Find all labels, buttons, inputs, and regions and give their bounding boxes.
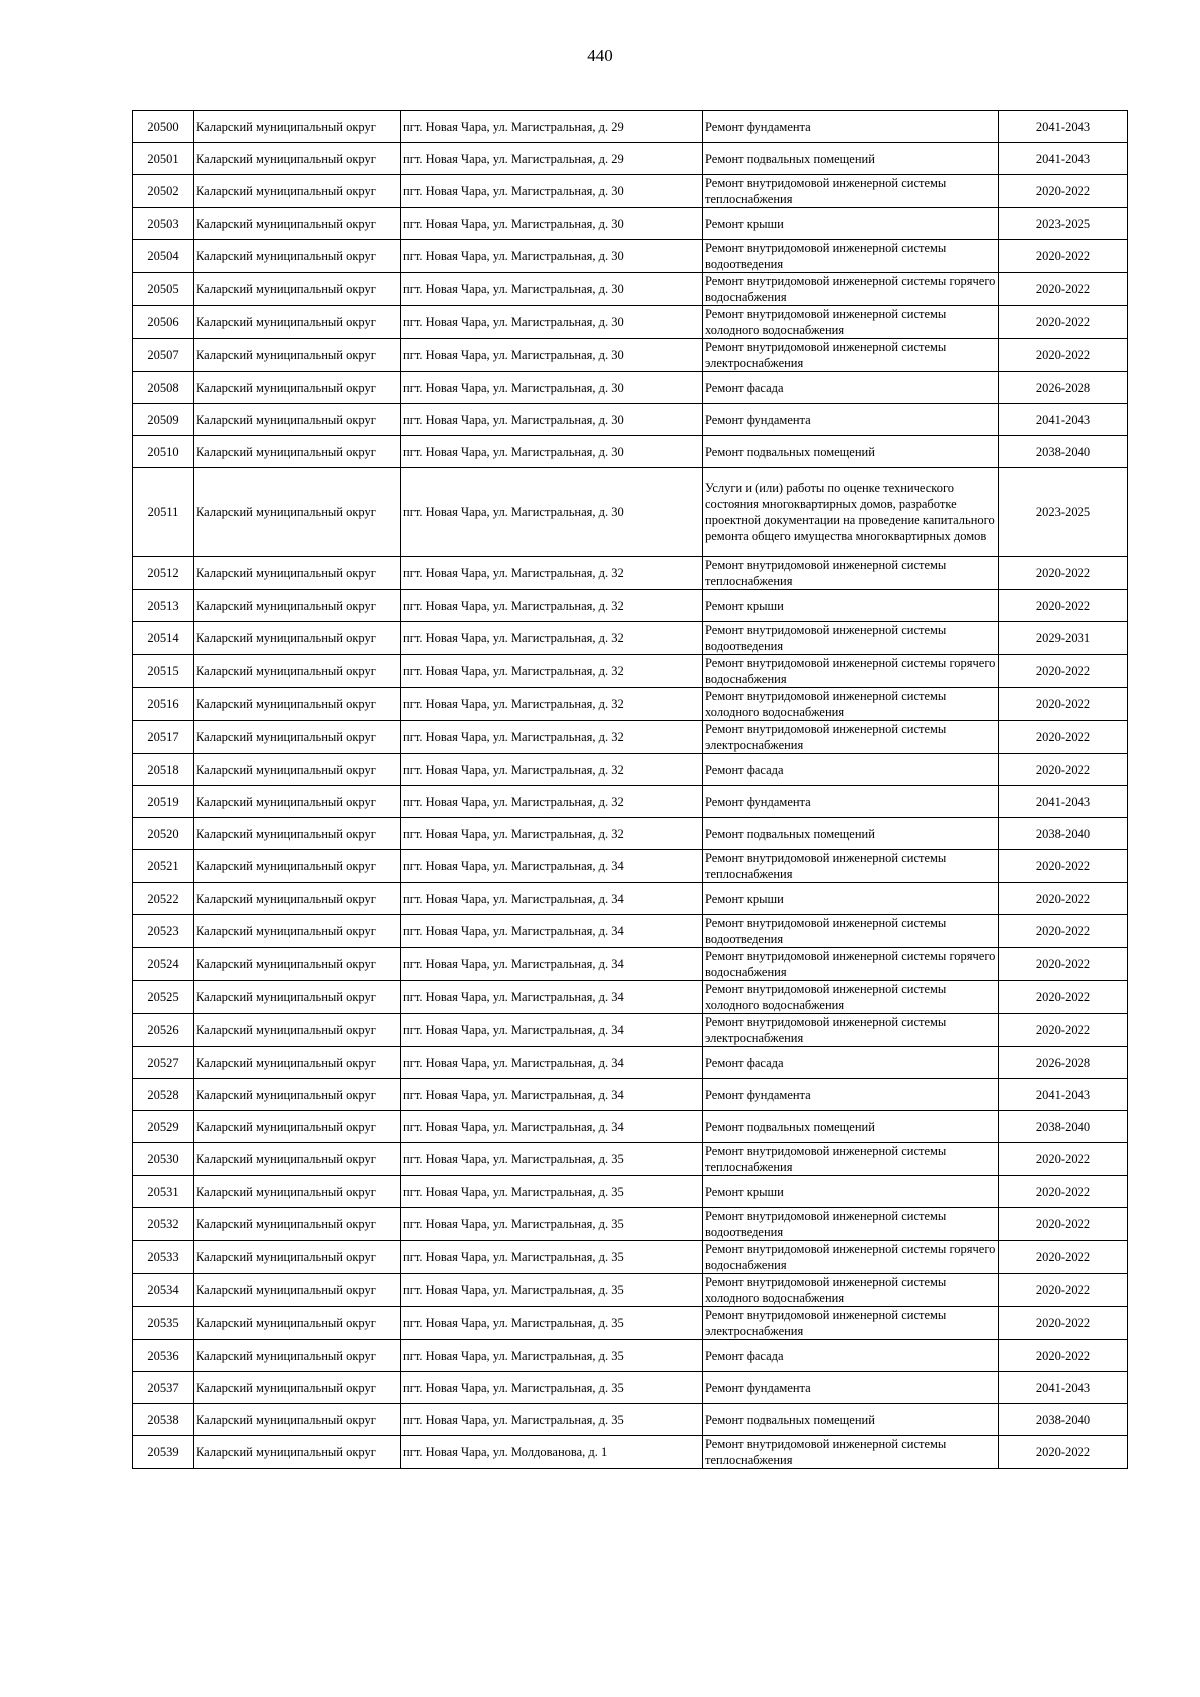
row-district: Каларский муниципальный округ (194, 915, 401, 948)
row-number: 20515 (133, 655, 194, 688)
row-address: пгт. Новая Чара, ул. Магистральная, д. 29 (401, 111, 703, 143)
row-district: Каларский муниципальный округ (194, 111, 401, 143)
row-district: Каларский муниципальный округ (194, 436, 401, 468)
row-work-type: Ремонт подвальных помещений (703, 436, 999, 468)
row-period: 2020-2022 (999, 1340, 1128, 1372)
row-period: 2020-2022 (999, 1208, 1128, 1241)
row-address: пгт. Новая Чара, ул. Магистральная, д. 30 (401, 273, 703, 306)
row-number: 20501 (133, 143, 194, 175)
row-work-type: Ремонт внутридомовой инженерной системы теплоснабжения (703, 850, 999, 883)
row-district: Каларский муниципальный округ (194, 557, 401, 590)
row-address: пгт. Новая Чара, ул. Магистральная, д. 35 (401, 1143, 703, 1176)
row-district: Каларский муниципальный округ (194, 721, 401, 754)
row-address: пгт. Новая Чара, ул. Магистральная, д. 35 (401, 1274, 703, 1307)
row-number: 20509 (133, 404, 194, 436)
row-work-type: Ремонт внутридомовой инженерной системы водоотведения (703, 1208, 999, 1241)
row-work-type: Услуги и (или) работы по оценке технического состояния многоквартирных домов, разработке проектной документации на проведение капитального ремонта общего имущества многоквартирных домов (703, 468, 999, 557)
row-work-type: Ремонт фасада (703, 1047, 999, 1079)
row-district: Каларский муниципальный округ (194, 208, 401, 240)
table-row (133, 981, 1128, 1014)
row-address: пгт. Новая Чара, ул. Молдованова, д. 1 (401, 1436, 703, 1469)
row-number: 20510 (133, 436, 194, 468)
table-row (133, 208, 1128, 240)
row-period: 2020-2022 (999, 1176, 1128, 1208)
table-row (133, 436, 1128, 468)
row-period: 2020-2022 (999, 1014, 1128, 1047)
row-number: 20528 (133, 1079, 194, 1111)
row-number: 20530 (133, 1143, 194, 1176)
row-work-type: Ремонт подвальных помещений (703, 818, 999, 850)
table-row (133, 404, 1128, 436)
row-work-type: Ремонт внутридомовой инженерной системы электроснабжения (703, 1307, 999, 1340)
row-address: пгт. Новая Чара, ул. Магистральная, д. 34 (401, 981, 703, 1014)
row-number: 20539 (133, 1436, 194, 1469)
row-period: 2020-2022 (999, 688, 1128, 721)
row-work-type: Ремонт внутридомовой инженерной системы водоотведения (703, 915, 999, 948)
row-district: Каларский муниципальный округ (194, 948, 401, 981)
table-row (133, 468, 1128, 557)
table-row (133, 1014, 1128, 1047)
row-work-type: Ремонт подвальных помещений (703, 1111, 999, 1143)
row-address: пгт. Новая Чара, ул. Магистральная, д. 32 (401, 721, 703, 754)
table-row (133, 372, 1128, 404)
table-row (133, 1079, 1128, 1111)
row-district: Каларский муниципальный округ (194, 590, 401, 622)
row-number: 20537 (133, 1372, 194, 1404)
row-work-type: Ремонт крыши (703, 208, 999, 240)
row-address: пгт. Новая Чара, ул. Магистральная, д. 30 (401, 306, 703, 339)
row-number: 20523 (133, 915, 194, 948)
page-number: 440 (587, 46, 613, 65)
row-period: 2041-2043 (999, 786, 1128, 818)
row-period: 2020-2022 (999, 339, 1128, 372)
row-address: пгт. Новая Чара, ул. Магистральная, д. 35 (401, 1176, 703, 1208)
row-work-type: Ремонт внутридомовой инженерной системы холодного водоснабжения (703, 306, 999, 339)
row-number: 20504 (133, 240, 194, 273)
table-row (133, 1143, 1128, 1176)
row-number: 20531 (133, 1176, 194, 1208)
row-district: Каларский муниципальный округ (194, 754, 401, 786)
row-address: пгт. Новая Чара, ул. Магистральная, д. 32 (401, 557, 703, 590)
row-work-type: Ремонт фундамента (703, 1372, 999, 1404)
row-number: 20517 (133, 721, 194, 754)
row-work-type: Ремонт фасада (703, 754, 999, 786)
row-work-type: Ремонт внутридомовой инженерной системы водоотведения (703, 622, 999, 655)
row-work-type: Ремонт внутридомовой инженерной системы электроснабжения (703, 721, 999, 754)
row-district: Каларский муниципальный округ (194, 372, 401, 404)
row-work-type: Ремонт внутридомовой инженерной системы водоотведения (703, 240, 999, 273)
row-period: 2020-2022 (999, 306, 1128, 339)
row-address: пгт. Новая Чара, ул. Магистральная, д. 30 (401, 404, 703, 436)
row-district: Каларский муниципальный округ (194, 818, 401, 850)
row-district: Каларский муниципальный округ (194, 1404, 401, 1436)
row-period: 2041-2043 (999, 111, 1128, 143)
row-district: Каларский муниципальный округ (194, 655, 401, 688)
row-number: 20534 (133, 1274, 194, 1307)
row-address: пгт. Новая Чара, ул. Магистральная, д. 35 (401, 1404, 703, 1436)
row-work-type: Ремонт внутридомовой инженерной системы горячего водоснабжения (703, 273, 999, 306)
row-address: пгт. Новая Чара, ул. Магистральная, д. 35 (401, 1241, 703, 1274)
row-number: 20520 (133, 818, 194, 850)
table-row (133, 786, 1128, 818)
row-period: 2041-2043 (999, 1372, 1128, 1404)
row-number: 20532 (133, 1208, 194, 1241)
row-district: Каларский муниципальный округ (194, 175, 401, 208)
row-district: Каларский муниципальный округ (194, 883, 401, 915)
table-row (133, 111, 1128, 143)
row-district: Каларский муниципальный округ (194, 1372, 401, 1404)
row-district: Каларский муниципальный округ (194, 1307, 401, 1340)
table-row (133, 273, 1128, 306)
table-row (133, 240, 1128, 273)
table-row (133, 557, 1128, 590)
row-period: 2026-2028 (999, 372, 1128, 404)
row-period: 2020-2022 (999, 1143, 1128, 1176)
row-address: пгт. Новая Чара, ул. Магистральная, д. 30 (401, 372, 703, 404)
row-period: 2020-2022 (999, 1307, 1128, 1340)
row-number: 20511 (133, 468, 194, 557)
row-number: 20514 (133, 622, 194, 655)
table-row (133, 1436, 1128, 1469)
row-district: Каларский муниципальный округ (194, 1436, 401, 1469)
row-period: 2038-2040 (999, 818, 1128, 850)
row-address: пгт. Новая Чара, ул. Магистральная, д. 32 (401, 590, 703, 622)
row-district: Каларский муниципальный округ (194, 273, 401, 306)
row-address: пгт. Новая Чара, ул. Магистральная, д. 34 (401, 850, 703, 883)
row-work-type: Ремонт внутридомовой инженерной системы теплоснабжения (703, 175, 999, 208)
table-body (133, 111, 1128, 1469)
table-row (133, 1241, 1128, 1274)
table-row (133, 622, 1128, 655)
row-district: Каларский муниципальный округ (194, 1111, 401, 1143)
row-address: пгт. Новая Чара, ул. Магистральная, д. 30 (401, 208, 703, 240)
row-period: 2041-2043 (999, 1079, 1128, 1111)
table-row (133, 850, 1128, 883)
table-row (133, 883, 1128, 915)
row-work-type: Ремонт фундамента (703, 404, 999, 436)
row-number: 20525 (133, 981, 194, 1014)
row-address: пгт. Новая Чара, ул. Магистральная, д. 32 (401, 688, 703, 721)
row-district: Каларский муниципальный округ (194, 468, 401, 557)
row-address: пгт. Новая Чара, ул. Магистральная, д. 30 (401, 436, 703, 468)
row-number: 20508 (133, 372, 194, 404)
row-district: Каларский муниципальный округ (194, 1274, 401, 1307)
row-number: 20521 (133, 850, 194, 883)
row-address: пгт. Новая Чара, ул. Магистральная, д. 35 (401, 1307, 703, 1340)
row-district: Каларский муниципальный округ (194, 622, 401, 655)
row-number: 20527 (133, 1047, 194, 1079)
table-row (133, 1111, 1128, 1143)
row-address: пгт. Новая Чара, ул. Магистральная, д. 35 (401, 1340, 703, 1372)
row-number: 20526 (133, 1014, 194, 1047)
row-work-type: Ремонт фундамента (703, 1079, 999, 1111)
row-address: пгт. Новая Чара, ул. Магистральная, д. 34 (401, 1079, 703, 1111)
row-address: пгт. Новая Чара, ул. Магистральная, д. 30 (401, 175, 703, 208)
row-district: Каларский муниципальный округ (194, 1014, 401, 1047)
row-number: 20507 (133, 339, 194, 372)
row-period: 2020-2022 (999, 655, 1128, 688)
row-number: 20512 (133, 557, 194, 590)
row-district: Каларский муниципальный округ (194, 688, 401, 721)
row-address: пгт. Новая Чара, ул. Магистральная, д. 32 (401, 622, 703, 655)
row-district: Каларский муниципальный округ (194, 339, 401, 372)
table-row (133, 306, 1128, 339)
row-work-type: Ремонт внутридомовой инженерной системы электроснабжения (703, 339, 999, 372)
row-work-type: Ремонт внутридомовой инженерной системы теплоснабжения (703, 557, 999, 590)
row-address: пгт. Новая Чара, ул. Магистральная, д. 29 (401, 143, 703, 175)
table-row (133, 175, 1128, 208)
table-row (133, 754, 1128, 786)
row-address: пгт. Новая Чара, ул. Магистральная, д. 34 (401, 948, 703, 981)
table-row (133, 590, 1128, 622)
row-period: 2041-2043 (999, 143, 1128, 175)
table-row (133, 1404, 1128, 1436)
row-period: 2038-2040 (999, 1111, 1128, 1143)
row-number: 20529 (133, 1111, 194, 1143)
row-number: 20502 (133, 175, 194, 208)
row-district: Каларский муниципальный округ (194, 1340, 401, 1372)
row-address: пгт. Новая Чара, ул. Магистральная, д. 32 (401, 655, 703, 688)
row-number: 20538 (133, 1404, 194, 1436)
row-work-type: Ремонт фасада (703, 1340, 999, 1372)
row-address: пгт. Новая Чара, ул. Магистральная, д. 32 (401, 818, 703, 850)
row-work-type: Ремонт внутридомовой инженерной системы теплоснабжения (703, 1436, 999, 1469)
table-row (133, 721, 1128, 754)
row-work-type: Ремонт внутридомовой инженерной системы теплоснабжения (703, 1143, 999, 1176)
table-row (133, 143, 1128, 175)
row-period: 2020-2022 (999, 754, 1128, 786)
row-work-type: Ремонт крыши (703, 1176, 999, 1208)
row-work-type: Ремонт фасада (703, 372, 999, 404)
row-period: 2038-2040 (999, 1404, 1128, 1436)
row-work-type: Ремонт внутридомовой инженерной системы холодного водоснабжения (703, 1274, 999, 1307)
row-number: 20535 (133, 1307, 194, 1340)
row-address: пгт. Новая Чара, ул. Магистральная, д. 30 (401, 468, 703, 557)
row-work-type: Ремонт фундамента (703, 786, 999, 818)
row-district: Каларский муниципальный округ (194, 1143, 401, 1176)
row-address: пгт. Новая Чара, ул. Магистральная, д. 34 (401, 883, 703, 915)
row-district: Каларский муниципальный округ (194, 981, 401, 1014)
row-period: 2026-2028 (999, 1047, 1128, 1079)
row-work-type: Ремонт внутридомовой инженерной системы горячего водоснабжения (703, 948, 999, 981)
row-period: 2023-2025 (999, 468, 1128, 557)
row-number: 20533 (133, 1241, 194, 1274)
table-row (133, 1274, 1128, 1307)
row-period: 2020-2022 (999, 557, 1128, 590)
row-period: 2020-2022 (999, 1436, 1128, 1469)
row-district: Каларский муниципальный округ (194, 1176, 401, 1208)
row-number: 20513 (133, 590, 194, 622)
row-period: 2020-2022 (999, 981, 1128, 1014)
row-address: пгт. Новая Чара, ул. Магистральная, д. 34 (401, 915, 703, 948)
row-number: 20516 (133, 688, 194, 721)
row-period: 2020-2022 (999, 175, 1128, 208)
row-period: 2029-2031 (999, 622, 1128, 655)
row-address: пгт. Новая Чара, ул. Магистральная, д. 35 (401, 1372, 703, 1404)
table-row (133, 1372, 1128, 1404)
row-number: 20519 (133, 786, 194, 818)
row-district: Каларский муниципальный округ (194, 306, 401, 339)
row-period: 2020-2022 (999, 273, 1128, 306)
row-number: 20536 (133, 1340, 194, 1372)
table-row (133, 948, 1128, 981)
row-work-type: Ремонт внутридомовой инженерной системы горячего водоснабжения (703, 1241, 999, 1274)
row-district: Каларский муниципальный округ (194, 850, 401, 883)
row-district: Каларский муниципальный округ (194, 240, 401, 273)
row-address: пгт. Новая Чара, ул. Магистральная, д. 30 (401, 240, 703, 273)
row-number: 20500 (133, 111, 194, 143)
row-work-type: Ремонт подвальных помещений (703, 1404, 999, 1436)
table-row (133, 818, 1128, 850)
row-period: 2020-2022 (999, 915, 1128, 948)
row-district: Каларский муниципальный округ (194, 404, 401, 436)
row-work-type: Ремонт внутридомовой инженерной системы холодного водоснабжения (703, 981, 999, 1014)
row-period: 2020-2022 (999, 850, 1128, 883)
row-work-type: Ремонт крыши (703, 590, 999, 622)
row-district: Каларский муниципальный округ (194, 1241, 401, 1274)
row-address: пгт. Новая Чара, ул. Магистральная, д. 35 (401, 1208, 703, 1241)
capital-repair-table (132, 110, 1128, 1469)
row-district: Каларский муниципальный округ (194, 1047, 401, 1079)
table-row (133, 1208, 1128, 1241)
row-period: 2020-2022 (999, 948, 1128, 981)
row-address: пгт. Новая Чара, ул. Магистральная, д. 34 (401, 1014, 703, 1047)
row-address: пгт. Новая Чара, ул. Магистральная, д. 30 (401, 339, 703, 372)
row-district: Каларский муниципальный округ (194, 1079, 401, 1111)
row-work-type: Ремонт фундамента (703, 111, 999, 143)
table-row (133, 339, 1128, 372)
table-row (133, 1307, 1128, 1340)
row-period: 2041-2043 (999, 404, 1128, 436)
row-number: 20506 (133, 306, 194, 339)
table-row (133, 688, 1128, 721)
row-number: 20522 (133, 883, 194, 915)
row-period: 2020-2022 (999, 240, 1128, 273)
row-work-type: Ремонт внутридомовой инженерной системы горячего водоснабжения (703, 655, 999, 688)
row-address: пгт. Новая Чара, ул. Магистральная, д. 32 (401, 754, 703, 786)
row-address: пгт. Новая Чара, ул. Магистральная, д. 32 (401, 786, 703, 818)
row-period: 2020-2022 (999, 883, 1128, 915)
row-period: 2020-2022 (999, 721, 1128, 754)
row-number: 20505 (133, 273, 194, 306)
row-work-type: Ремонт крыши (703, 883, 999, 915)
row-district: Каларский муниципальный округ (194, 143, 401, 175)
table-row (133, 655, 1128, 688)
row-period: 2020-2022 (999, 1241, 1128, 1274)
row-address: пгт. Новая Чара, ул. Магистральная, д. 34 (401, 1047, 703, 1079)
row-period: 2020-2022 (999, 1274, 1128, 1307)
row-number: 20524 (133, 948, 194, 981)
table-row (133, 1047, 1128, 1079)
row-district: Каларский муниципальный округ (194, 786, 401, 818)
row-period: 2038-2040 (999, 436, 1128, 468)
table-row (133, 915, 1128, 948)
row-work-type: Ремонт внутридомовой инженерной системы холодного водоснабжения (703, 688, 999, 721)
table-row (133, 1176, 1128, 1208)
table-row (133, 1340, 1128, 1372)
row-number: 20518 (133, 754, 194, 786)
row-number: 20503 (133, 208, 194, 240)
row-work-type: Ремонт подвальных помещений (703, 143, 999, 175)
row-address: пгт. Новая Чара, ул. Магистральная, д. 34 (401, 1111, 703, 1143)
row-district: Каларский муниципальный округ (194, 1208, 401, 1241)
row-work-type: Ремонт внутридомовой инженерной системы электроснабжения (703, 1014, 999, 1047)
row-period: 2023-2025 (999, 208, 1128, 240)
row-period: 2020-2022 (999, 590, 1128, 622)
